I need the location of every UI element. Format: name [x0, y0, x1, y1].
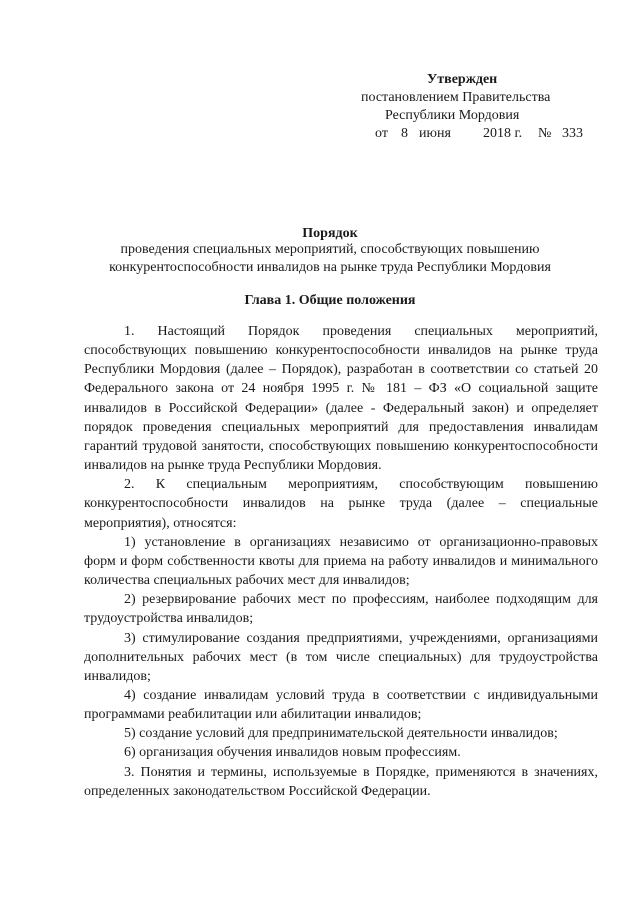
list-item-1: 1) установление в организациях независимо от организационно-правовых форм и форм собственности квоты для приема на работу инвалидов и минимального количества специальных рабочих мест для инвалидов;	[84, 534, 598, 589]
approval-title: Утвержден	[427, 72, 498, 87]
approval-line-1: постановлением Правительства	[361, 90, 551, 105]
list-item-6: 6) организация обучения инвалидов новым профессиям.	[124, 745, 461, 761]
subtitle-line-2: конкурентоспособности инвалидов на рынке труда Республики Мордовия	[109, 260, 551, 275]
paragraph-3: 3. Понятия и термины, используемые в Порядке, применяются в значениях, определенных законодательством Российской Федерации.	[84, 764, 598, 799]
document-title: Порядок	[302, 226, 358, 241]
approval-number: 333	[562, 126, 583, 141]
approval-from: от	[375, 126, 388, 141]
document-subtitle	[60, 241, 600, 277]
approval-month: июня	[419, 126, 451, 141]
chapter-heading: Глава 1. Общие положения	[244, 293, 416, 308]
approval-line-2: Республики Мордовия	[385, 108, 520, 123]
list-item-3: 3) стимулирование создания предприятиями, учреждениями, организациями дополнительных рабочих мест (в том числе специальных) для трудоустройства инвалидов;	[84, 630, 598, 684]
approval-stamp	[355, 71, 605, 143]
document-body	[84, 322, 598, 801]
paragraph-2: 2. К специальным мероприятиям, способствующим повышению конкурентоспособности инвалидов на рынке труда (далее – специальные мероприятия), относятся:	[84, 477, 598, 531]
subtitle-line-1: проведения специальных мероприятий, способствующих повышению	[120, 242, 540, 257]
list-item-4: 4) создание инвалидам условий труда в соответствии с индивидуальными программами реабилитации или абилитации инвалидов;	[84, 687, 598, 723]
approval-day: 8	[401, 126, 408, 141]
approval-number-sign: №	[538, 126, 552, 141]
list-item-2: 2) резервирование рабочих мест по профессиям, наиболее подходящим для трудоустройства инвалидов;	[84, 592, 598, 627]
list-item-5: 5) создание условий для предпринимательской деятельности инвалидов;	[124, 726, 558, 742]
approval-date-number	[355, 125, 605, 143]
approval-year: 2018 г.	[483, 126, 523, 141]
paragraph-1: 1. Настоящий Порядок проведения специальных мероприятий, способствующих повышению конкурентоспособности инвалидов на рынке труда Республики Мордовия (далее – Порядок), разработан в соответствии со статьей 20 Федерального закона от 24 ноября 1995 г. № 181 – ФЗ «О социальной защите инвалидов в Российской Федерации» (далее - Федеральный закон) и определяет порядок проведения специальных мероприятий для предоставления инвалидам гарантий трудовой занятости, способствующих повышению конкурентоспособности инвалидов на рынке труда Республики Мордовия.	[84, 324, 598, 474]
